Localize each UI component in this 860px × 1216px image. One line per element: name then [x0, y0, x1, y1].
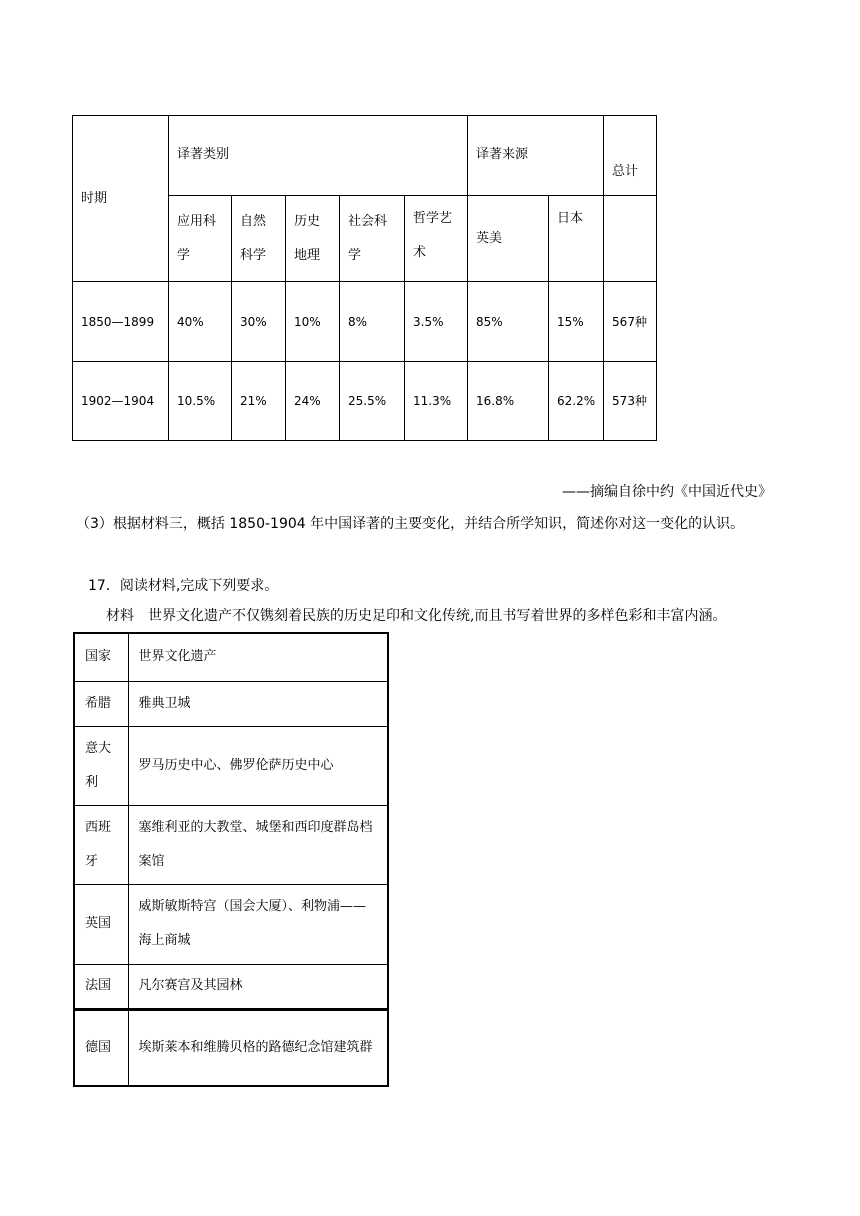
subheader-empty: [604, 196, 657, 282]
source-note: ——摘编自徐中约《中国近代史》: [562, 484, 772, 500]
value-cell: 15%: [549, 282, 604, 362]
translation-table: [72, 115, 657, 441]
value-cell: 25.5%: [340, 362, 405, 441]
subheader-philosophy-art: 哲学艺术: [405, 196, 468, 282]
subheader-natural-science: 自然科学: [232, 196, 286, 282]
heritage-cell: 塞维利亚的大教堂、城堡和西印度群岛档案馆: [128, 805, 388, 884]
subheader-applied-science: 应用科学: [169, 196, 232, 282]
subheader-social-science: 社会科学: [340, 196, 405, 282]
heritage-cell: 威斯敏斯特宫（国会大厦）、利物浦——海上商城: [128, 884, 388, 964]
period-cell: 1850—1899: [73, 282, 169, 362]
question-3: （3）根据材料三，概括 1850-1904 年中国译著的主要变化，并结合所学知识，简述你对这一变化的认识。: [76, 516, 745, 532]
material-text: 材料 世界文化遗产不仅镌刻着民族的历史足印和文化传统,而且书写着世界的多样色彩和丰富内涵。: [106, 608, 727, 624]
subheader-history-geography: 历史地理: [286, 196, 340, 282]
value-cell: 62.2%: [549, 362, 604, 441]
heritage-cell: 雅典卫城: [128, 681, 388, 726]
period-cell: 1902—1904: [73, 362, 169, 441]
total-cell: 573种: [604, 362, 657, 441]
table-row: [73, 362, 657, 441]
value-cell: 21%: [232, 362, 286, 441]
heritage-table: [73, 632, 389, 1087]
heritage-cell: 埃斯莱本和维腾贝格的路德纪念馆建筑群: [128, 1009, 388, 1086]
country-cell: 法国: [74, 964, 128, 1009]
table-row: [74, 964, 388, 1009]
category-header: 译著类别: [169, 116, 468, 196]
country-cell: 希腊: [74, 681, 128, 726]
value-cell: 8%: [340, 282, 405, 362]
period-header: 时期: [73, 116, 169, 282]
value-cell: 10%: [286, 282, 340, 362]
table-row: [74, 1009, 388, 1086]
total-cell: 567种: [604, 282, 657, 362]
heritage-cell: 凡尔赛宫及其园林: [128, 964, 388, 1009]
value-cell: 30%: [232, 282, 286, 362]
table-row: [73, 282, 657, 362]
country-cell: 西班牙: [74, 805, 128, 884]
country-header: 国家: [74, 633, 128, 681]
table-row: [74, 681, 388, 726]
table-row: [74, 884, 388, 964]
value-cell: 11.3%: [405, 362, 468, 441]
country-cell: 德国: [74, 1009, 128, 1086]
source-header: 译著来源: [468, 116, 604, 196]
question-17: 17．阅读材料,完成下列要求。: [88, 578, 279, 594]
subheader-japan: 日本: [549, 196, 604, 282]
country-cell: 英国: [74, 884, 128, 964]
value-cell: 10.5%: [169, 362, 232, 441]
table-row: [74, 726, 388, 805]
value-cell: 16.8%: [468, 362, 549, 441]
table-row: [74, 805, 388, 884]
heritage-header: 世界文化遗产: [128, 633, 388, 681]
country-cell: 意大利: [74, 726, 128, 805]
value-cell: 24%: [286, 362, 340, 441]
heritage-cell: 罗马历史中心、佛罗伦萨历史中心: [128, 726, 388, 805]
subheader-uk-us: 英美: [468, 196, 549, 282]
value-cell: 3.5%: [405, 282, 468, 362]
value-cell: 40%: [169, 282, 232, 362]
total-header: 总计: [604, 116, 657, 196]
value-cell: 85%: [468, 282, 549, 362]
